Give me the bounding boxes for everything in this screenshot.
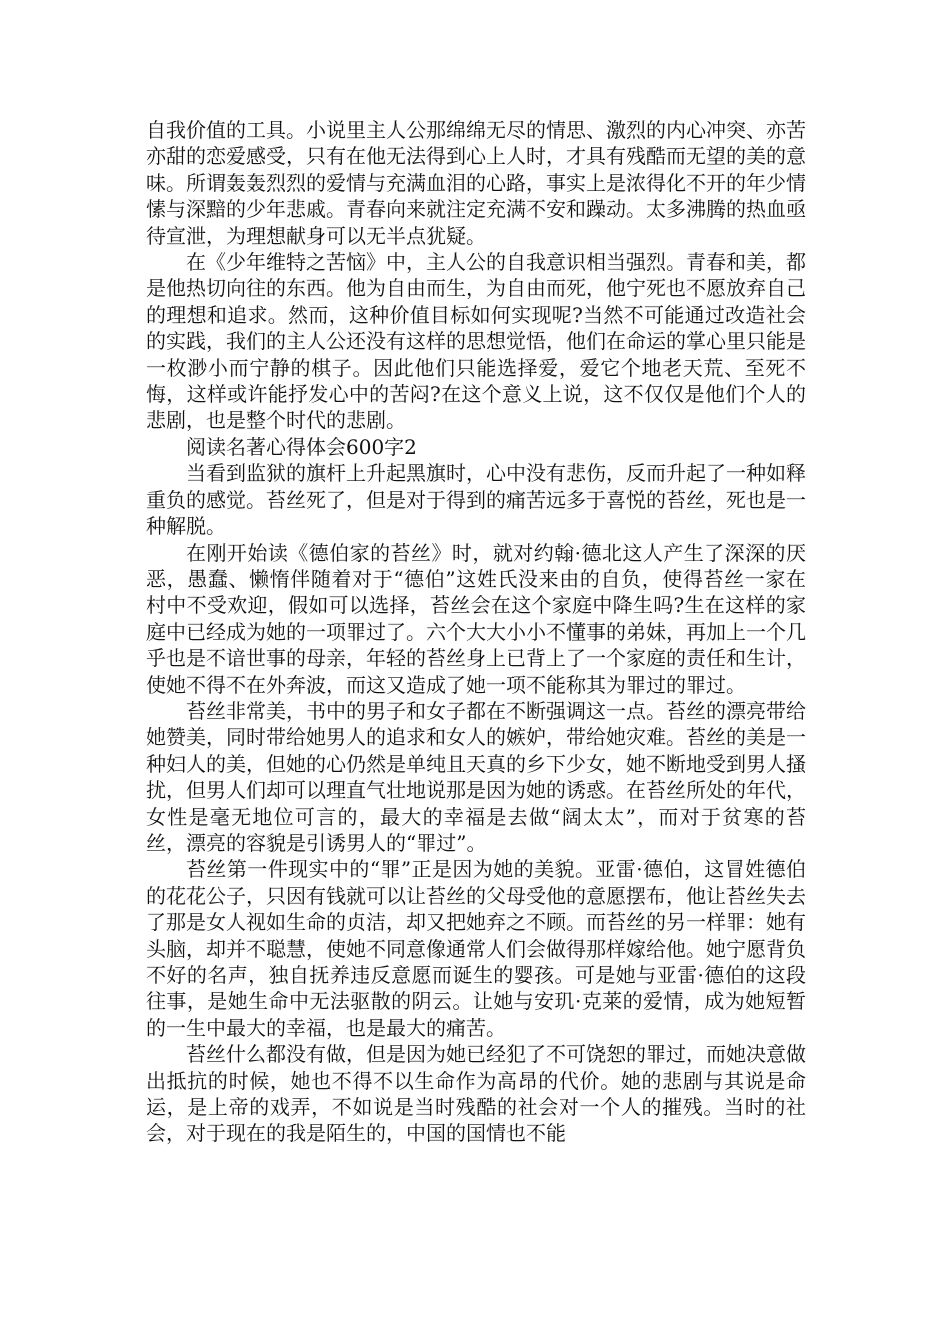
section-heading: 阅读名著心得体会600字2 (186, 434, 417, 459)
document-body (146, 117, 806, 1147)
paragraph-5: 苔丝非常美，书中的男子和女子都在不断强调这一点。苔丝的漂亮带给她赞美，同时带给她男人的追求和女人的嫉妒，带给她灾难。苔丝的美是一种妇人的美，但她的心仍然是单纯且天真的乡下少女，她不断地受到男人搔扰，但男人们却可以理直气壮地说那是因为她的诱惑。在苔丝所处的年代，女性是毫无地位可言的，最大的幸福是去做“阔太太”，而对于贫寒的苔丝，漂亮的容貌是引诱男人的“罪过”。 (146, 698, 806, 855)
paragraph-1: 自我价值的工具。小说里主人公那绵绵无尽的情思、激烈的内心冲突、亦苦亦甜的恋爱感受，只有在他无法得到心上人时，才具有残酷而无望的美的意味。所谓轰轰烈烈的爱情与充满血泪的心路，事实上是浓得化不开的年少情愫与深黯的少年悲戚。青春向来就注定充满不安和躁动。太多沸腾的热血亟待宣泄，为理想献身可以无半点犹疑。 (146, 118, 806, 248)
paragraph-7: 苔丝什么都没有做，但是因为她已经犯了不可饶恕的罪过，而她决意做出抵抗的时候，她也不得不以生命作为高昂的代价。她的悲剧与其说是命运，是上帝的戏弄，不如说是当时残酷的社会对一个人的摧残。当时的社会，对于现在的我是陌生的，中国的国情也不能 (146, 1042, 806, 1146)
paragraph-2: 在《少年维特之苦恼》中，主人公的自我意识相当强烈。青春和美，都是他热切向往的东西。他为自由而生，为自由而死，他宁死也不愿放弃自己的理想和追求。然而，这种价值目标如何实现呢?当然不可能通过改造社会的实践，我们的主人公还没有这样的思想觉悟，他们在命运的掌心里只能是一枚渺小而宁静的棋子。因此他们只能选择爱，爱它个地老天荒、至死不悔，这样或许能抒发心中的苦闷?在这个意义上说，这不仅仅是他们个人的悲剧，也是整个时代的悲剧。 (146, 250, 806, 433)
paragraph-4: 在刚开始读《德伯家的苔丝》时，就对约翰·德北这人产生了深深的厌恶，愚蠢、懒惰伴随着对于“德伯”这姓氏没来由的自负，使得苔丝一家在村中不受欢迎，假如可以选择，苔丝会在这个家庭中降生吗?生在这样的家庭中已经成为她的一项罪过了。六个大大小小不懂事的弟妹，再加上一个几乎也是不谙世事的母亲，年轻的苔丝身上已背上了一个家庭的责任和生计，使她不得不在外奔波，而这又造成了她一项不能称其为罪过的罪过。 (146, 540, 806, 697)
paragraph-6: 苔丝第一件现实中的“罪”正是因为她的美貌。亚雷·德伯，这冒姓德伯的花花公子，只因有钱就可以让苔丝的父母受他的意愿摆布，他让苔丝失去了那是女人视如生命的贞洁，却又把她弃之不顾。而苔丝的另一样罪：她有头脑，却并不聪慧，使她不同意像通常人们会做得那样嫁给他。她宁愿背负不好的名声，独自抚养违反意愿而诞生的婴孩。可是她与亚雷·德伯的这段往事，是她生命中无法驱散的阴云。让她与安玑·克莱的爱情，成为她短暂的一生中最大的幸福，也是最大的痛苦。 (146, 857, 806, 1040)
paragraph-3: 当看到监狱的旗杆上升起黑旗时，心中没有悲伤，反而升起了一种如释重负的感觉。苔丝死了，但是对于得到的痛苦远多于喜悦的苔丝，死也是一种解脱。 (146, 461, 806, 539)
